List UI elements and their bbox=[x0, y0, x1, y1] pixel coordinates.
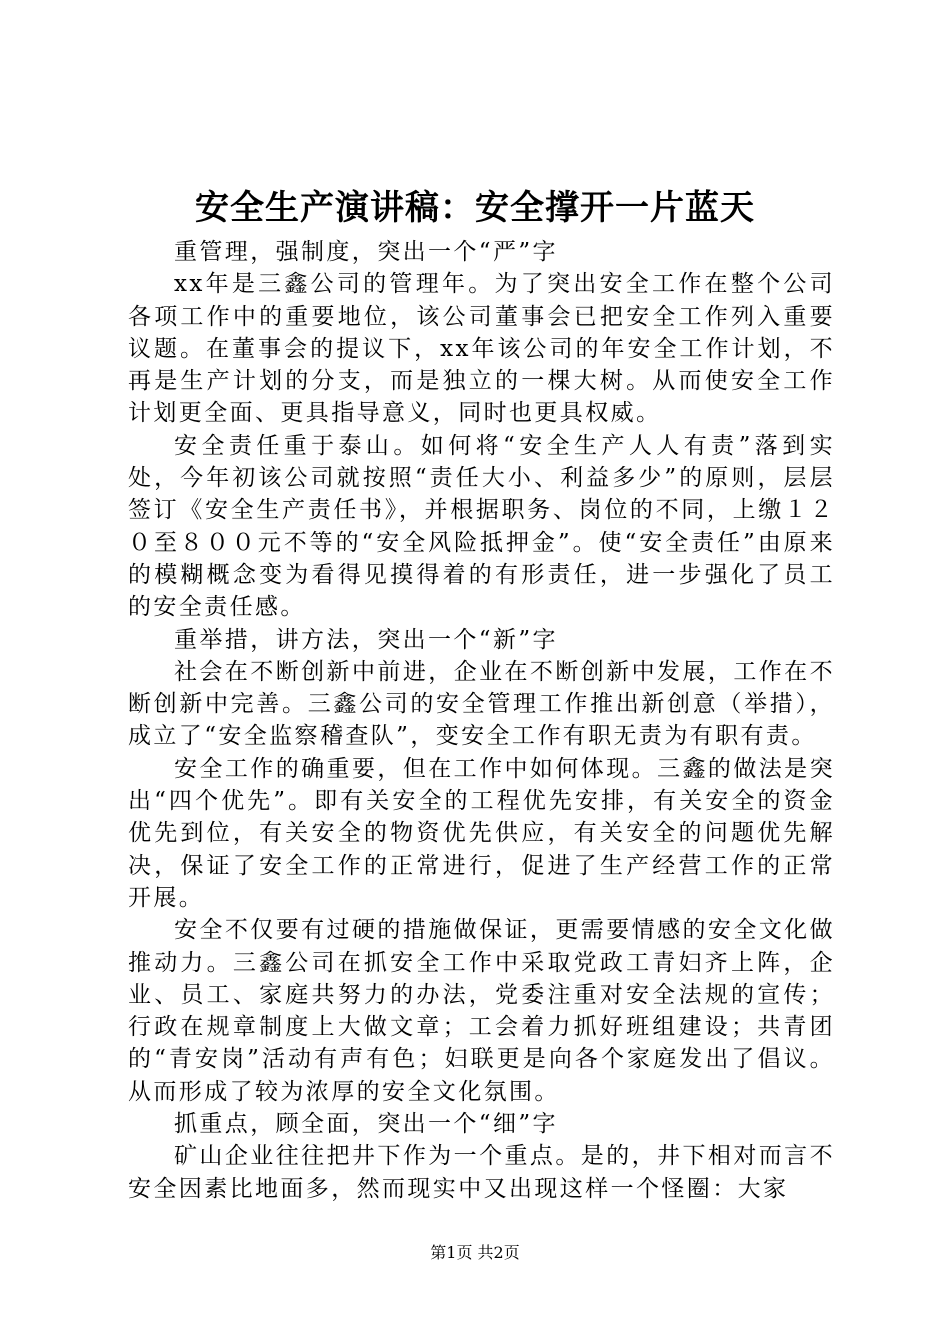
section-heading-strict: 重管理，强制度，突出一个“严”字 bbox=[174, 239, 558, 265]
page-number: 第1页 共2页 bbox=[430, 1243, 520, 1262]
paragraph: 矿山企业往往把井下作为一个重点。是的，井下相对而言不安全因素比地面多，然而现实中又出现这样一个怪圈：大家 bbox=[128, 1143, 835, 1202]
paragraph: 安全工作的确重要，但在工作中如何体现。三鑫的做法是突出“四个优先”。即有关安全的工程优先安排，有关安全的资金优先到位，有关安全的物资优先供应，有关安全的问题优先解决，保证了安全工作的正常进行，促进了生产经营工作的正常开展。 bbox=[128, 755, 835, 911]
paragraph: 安全责任重于泰山。如何将“安全生产人人有责”落到实处，今年初该公司就按照“责任大小、利益多少”的原则，层层签订《安全生产责任书》，并根据职务、岗位的不同，上缴１２０至８００元不等的“安全风险抵押金”。使“安全责任”由原来的模糊概念变为看得见摸得着的有形责任，进一步强化了员工的安全责任感。 bbox=[128, 432, 835, 621]
paragraph: xx年是三鑫公司的管理年。为了突出安全工作在整个公司各项工作中的重要地位，该公司董事会已把安全工作列入重要议题。在董事会的提议下，xx年该公司的年安全工作计划，不再是生产计划的分支，而是独立的一棵大树。从而使安全工作计划更全面、更具指导意义，同时也更具权威。 bbox=[128, 271, 835, 427]
paragraph: 安全不仅要有过硬的措施做保证，更需要情感的安全文化做推动力。三鑫公司在抓安全工作中采取党政工青妇齐上阵，企业、员工、家庭共努力的办法，党委注重对安全法规的宣传；行政在规章制度上大做文章；工会着力抓好班组建设；共青团的“青安岗”活动有声有色；妇联更是向各个家庭发出了倡议。从而形成了较为浓厚的安全文化氛围。 bbox=[128, 917, 835, 1105]
document-body bbox=[128, 236, 835, 1205]
document-title: 安全生产演讲稿：安全撑开一片蓝天 bbox=[195, 188, 755, 228]
section-heading-detail: 抓重点，顾全面，突出一个“细”字 bbox=[174, 1111, 558, 1138]
paragraph: 社会在不断创新中前进，企业在不断创新中发展，工作在不断创新中完善。三鑫公司的安全管理工作推出新创意（举措），成立了“安全监察稽查队”，变安全工作有职无责为有职有责。 bbox=[128, 658, 835, 750]
section-heading-new: 重举措，讲方法，突出一个“新”字 bbox=[174, 626, 558, 653]
